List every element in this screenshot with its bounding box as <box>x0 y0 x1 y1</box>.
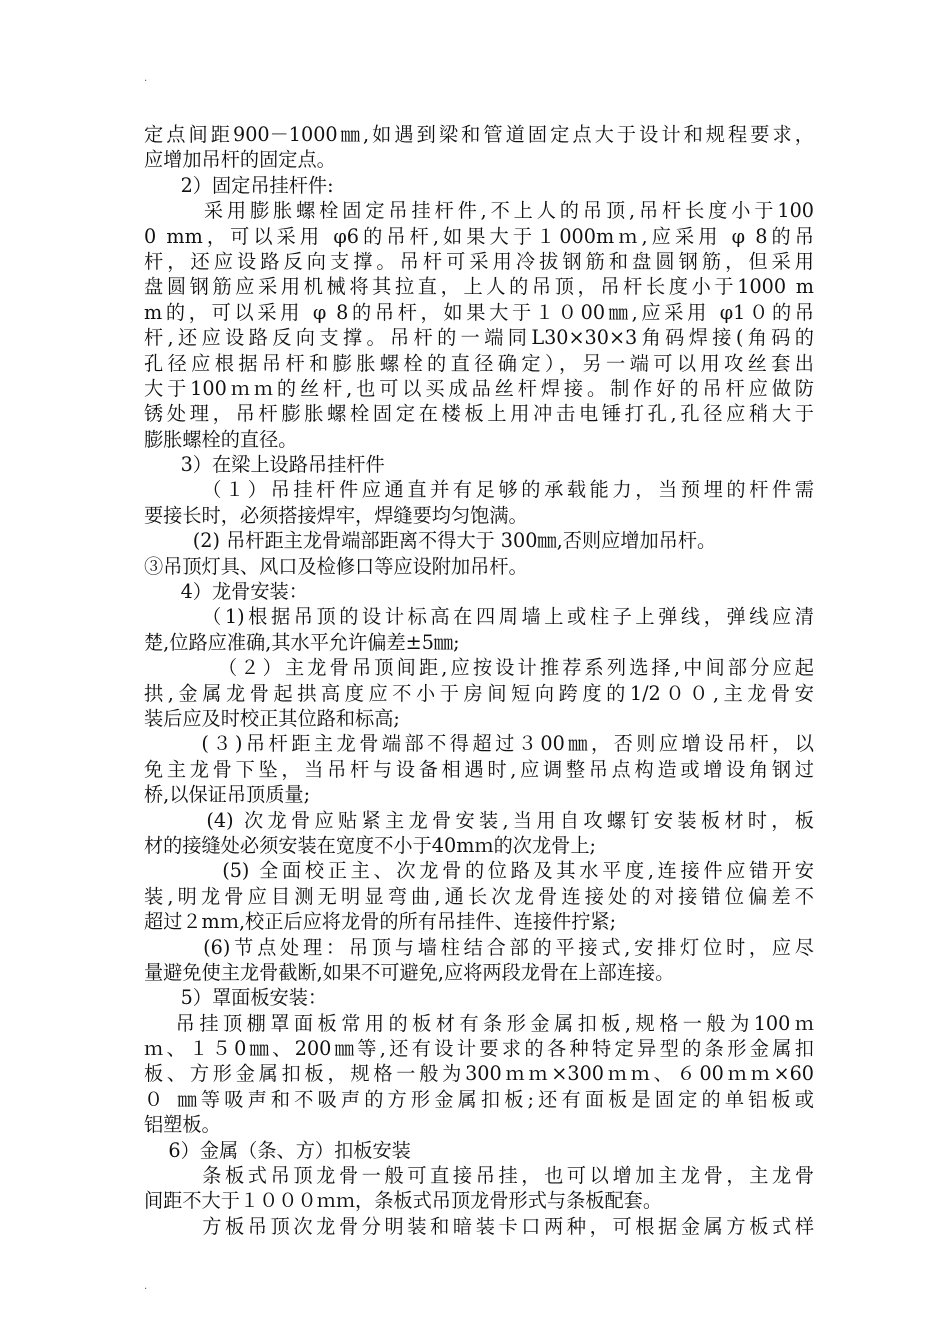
text-line: (３)吊杆距主龙骨端部不得超过３00㎜，否则应增设吊杆，以 <box>144 732 814 756</box>
text-line: (6)节点处理：吊顶与墙柱结合部的平接式,安排灯位时，应尽 <box>144 935 814 959</box>
text-line: 材的接缝处必须安装在宽度不小于40mｍ的次龙骨上; <box>144 833 597 857</box>
text-line: 拱,金属龙骨起拱高度应不小于房间短向跨度的1/2００,主龙骨安 <box>144 681 814 705</box>
section-heading: 3）在梁上设路吊挂杆件 <box>144 453 385 477</box>
text-line: （1)根据吊顶的设计标高在四周墙上或柱子上弹线，弹线应清 <box>144 605 814 629</box>
text-line: 锈处理，吊杆膨胀螺栓固定在楼板上用冲击电锤打孔,孔径应稍大于 <box>144 402 814 426</box>
text-line: 定点间距900－1000㎜,如遇到梁和管道固定点大于设计和规程要求， <box>144 123 814 146</box>
text-line: (2) 吊杆距主龙骨端部距离不得大于 300㎜,否则应增加吊杆。 <box>144 529 717 553</box>
text-line: 0 mm，可以采用 φ6的吊杆,如果大于１000mｍ,应采用 φ 8的吊 <box>144 224 814 248</box>
text-line: 方板吊顶次龙骨分明装和暗装卡口两种，可根据金属方板式样 <box>144 1214 814 1238</box>
text-line: 楚,位路应准确,其水平允许偏差±5㎜; <box>144 630 460 654</box>
text-line: ③吊顶灯具、风口及检修口等应设附加吊杆。 <box>144 554 528 578</box>
text-line: 铝塑板。 <box>144 1113 221 1137</box>
top-page-marker: . <box>144 73 148 84</box>
text-line: 杆,还应设路反向支撑。吊杆的一端同L30×30×3角码焊接(角码的 <box>144 326 814 350</box>
text-line: 超过２mｍ,校正后应将龙骨的所有吊挂件、连接件拧紧; <box>144 910 617 934</box>
text-line: (5) 全面校正主、次龙骨的位路及其水平度,连接件应错开安 <box>144 859 814 883</box>
text-line: 采用膨胀螺栓固定吊挂杆件,不上人的吊顶,吊杆长度小于100 <box>144 199 814 223</box>
section-heading: 5）罩面板安装： <box>144 986 328 1010</box>
text-line: 盘圆钢筋应采用机械将其拉直，上人的吊顶，吊杆长度小于1000 m <box>144 275 814 299</box>
text-line: 装后应及时校正其位路和标高; <box>144 706 400 730</box>
text-line: 桥,以保证吊顶质量; <box>144 783 311 807</box>
text-line: 条板式吊顶龙骨一般可直接吊挂，也可以增加主龙骨，主龙骨 <box>144 1164 814 1188</box>
document-body <box>144 122 814 1239</box>
text-line: 应增加吊杆的固定点。 <box>144 148 336 172</box>
text-line: 免主龙骨下坠，当吊杆与设备相遇时,应调整吊点构造或增设角钢过 <box>144 757 814 781</box>
text-line: (4) 次龙骨应贴紧主龙骨安装,当用自攻螺钉安装板材时，板 <box>144 808 814 832</box>
text-line: 孔径应根据吊杆和膨胀螺栓的直径确定），另一端可以用攻丝套出 <box>144 351 814 375</box>
text-line: m的，可以采用 φ 8的吊杆，如果大于１０00㎜,应采用 φ1０的吊 <box>144 300 814 324</box>
text-line: 大于100ｍｍ的丝杆,也可以买成品丝杆焊接。制作好的吊杆应做防 <box>144 376 814 400</box>
text-line: ０ ㎜等吸声和不吸声的方形金属扣板;还有面板是固定的单铝板或 <box>144 1087 814 1111</box>
bottom-page-marker: . <box>144 1281 148 1292</box>
section-heading: 6）金属（条、方）扣板安装 <box>144 1138 411 1162</box>
text-line: 间距不大于１０００ｍｍ，条板式吊顶龙骨形式与条板配套。 <box>144 1189 663 1213</box>
text-line: 量避免使主龙骨截断,如果不可避免,应将两段龙骨在上部连接。 <box>144 960 675 984</box>
text-line: 装,明龙骨应目测无明显弯曲,通长次龙骨连接处的对接错位偏差不 <box>144 884 814 908</box>
text-line: 膨胀螺栓的直径。 <box>144 427 298 451</box>
text-line: 杆，还应设路反向支撑。吊杆可采用冷拔钢筋和盘圆钢筋，但采用 <box>144 249 814 273</box>
text-line: ｍ、１５0㎜、200㎜等,还有设计要求的各种特定异型的条形金属扣 <box>144 1037 814 1061</box>
section-heading: 4）龙骨安装： <box>144 580 308 604</box>
text-line: （１）吊挂杆件应通直并有足够的承载能力，当预埋的杆件需 <box>144 478 814 502</box>
text-line: 板、方形金属扣板，规格一般为300ｍｍ×300ｍｍ、６00ｍｍ×60 <box>144 1062 814 1086</box>
text-line: （２）主龙骨吊顶间距,应按设计推荐系列选择,中间部分应起 <box>144 656 814 680</box>
section-heading: 2）固定吊挂杆件: <box>144 173 334 197</box>
text-line: 吊挂顶棚罩面板常用的板材有条形金属扣板,规格一般为100ｍ <box>144 1011 814 1035</box>
text-line: 要接长时，必须搭接焊牢，焊缝要均匀饱满。 <box>144 503 528 527</box>
